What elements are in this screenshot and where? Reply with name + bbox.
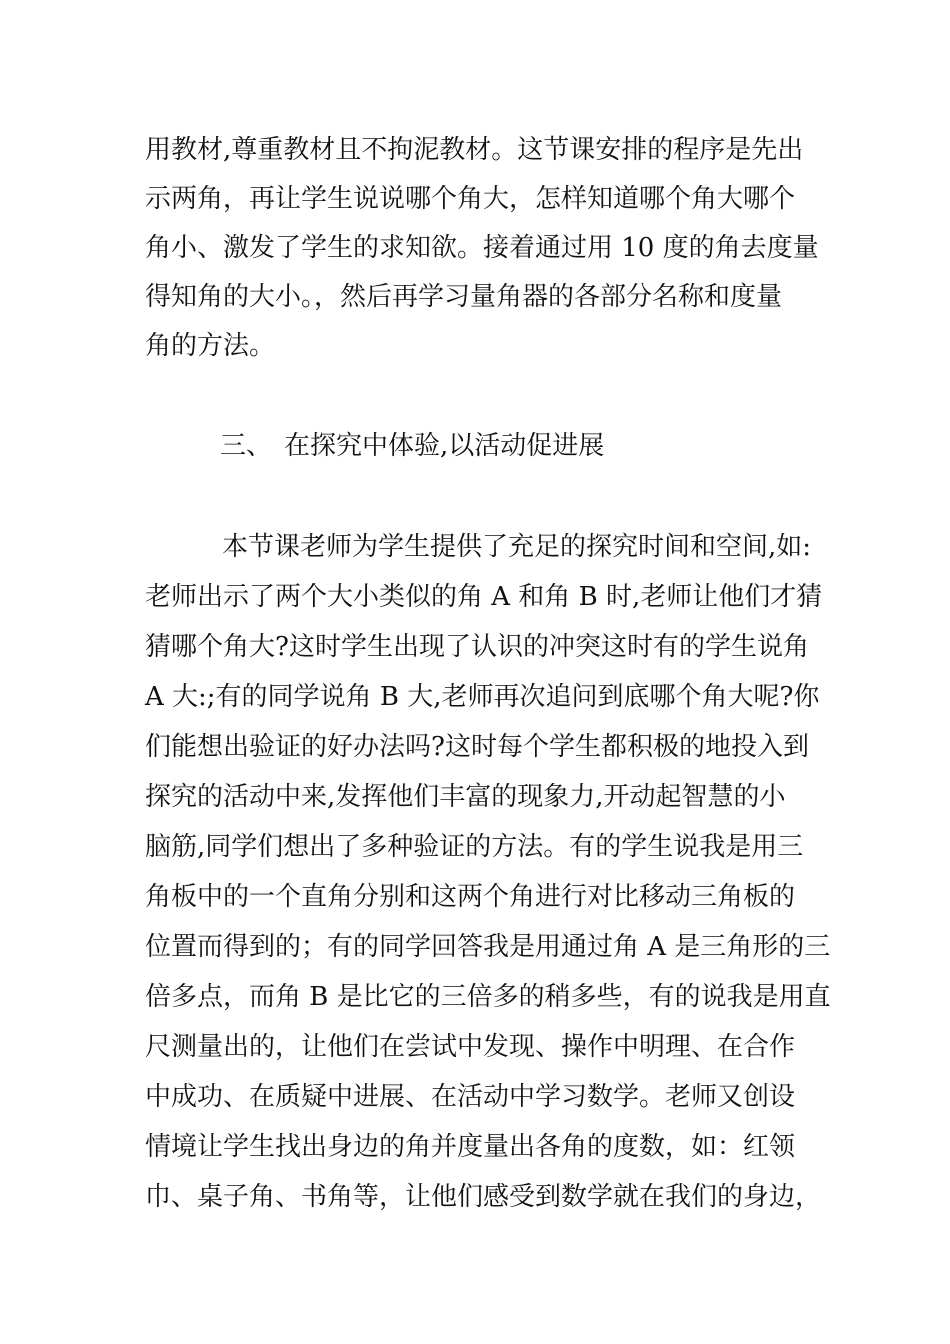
paragraph-1-line: 角的方法。: [145, 331, 276, 361]
paragraph-1-line: 示两角，再让学生说说哪个角大，怎样知道哪个角大哪个: [145, 184, 796, 214]
paragraph-1-line: 角小、激发了学生的求知欲。接着通过用 10 度的角去度量: [145, 233, 819, 263]
paragraph-2-line: 脑筋,同学们想出了多种验证的方法。有的学生说我是用三: [145, 832, 804, 862]
paragraph-2-line: 老师出示了两个大小类似的角 A 和角 B 时,老师让他们才猜: [145, 582, 823, 612]
paragraph-2-line: 巾、桌子角、书角等，让他们感受到数学就在我们的身边，: [145, 1182, 822, 1212]
paragraph-2-line: 本节课老师为学生提供了充足的探究时间和空间,如:: [222, 532, 812, 562]
section-number: 三、: [220, 431, 273, 461]
paragraph-2-line: 位置而得到的；有的同学回答我是用通过角 A 是三角形的三: [145, 932, 831, 962]
paragraph-2-line: 探究的活动中来,发挥他们丰富的现象力,开动起智慧的小: [145, 782, 786, 812]
paragraph-2-line: 们能想出验证的好办法吗?这时每个学生都积极的地投入到: [145, 732, 809, 762]
paragraph-1-line: 用教材,尊重教材且不拘泥教材。这节课安排的程序是先出: [145, 135, 804, 165]
paragraph-2-line: 猜哪个角大?这时学生出现了认识的冲突这时有的学生说角: [145, 632, 809, 662]
section-title: 在探究中体验,以活动促进展: [284, 431, 605, 461]
paragraph-2-line: 中成功、在质疑中进展、在活动中学习数学。老师又创设: [145, 1082, 796, 1112]
paragraph-2-line: 情境让学生找出身边的角并度量出各角的度数，如：红领: [145, 1132, 796, 1162]
section-heading: [220, 427, 604, 465]
paragraph-2-line: 角板中的一个直角分别和这两个角进行对比移动三角板的: [145, 882, 796, 912]
paragraph-2-line: A 大:;有的同学说角 B 大,老师再次追问到底哪个角大呢?你: [145, 682, 820, 712]
paragraph-2-line: 尺测量出的，让他们在尝试中发现、操作中明理、在合作: [145, 1032, 796, 1062]
paragraph-2-line: 倍多点，而角 B 是比它的三倍多的稍多些，有的说我是用直: [145, 982, 831, 1012]
paragraph-1-line: 得知角的大小。，然后再学习量角器的各部分名称和度量: [145, 282, 783, 312]
